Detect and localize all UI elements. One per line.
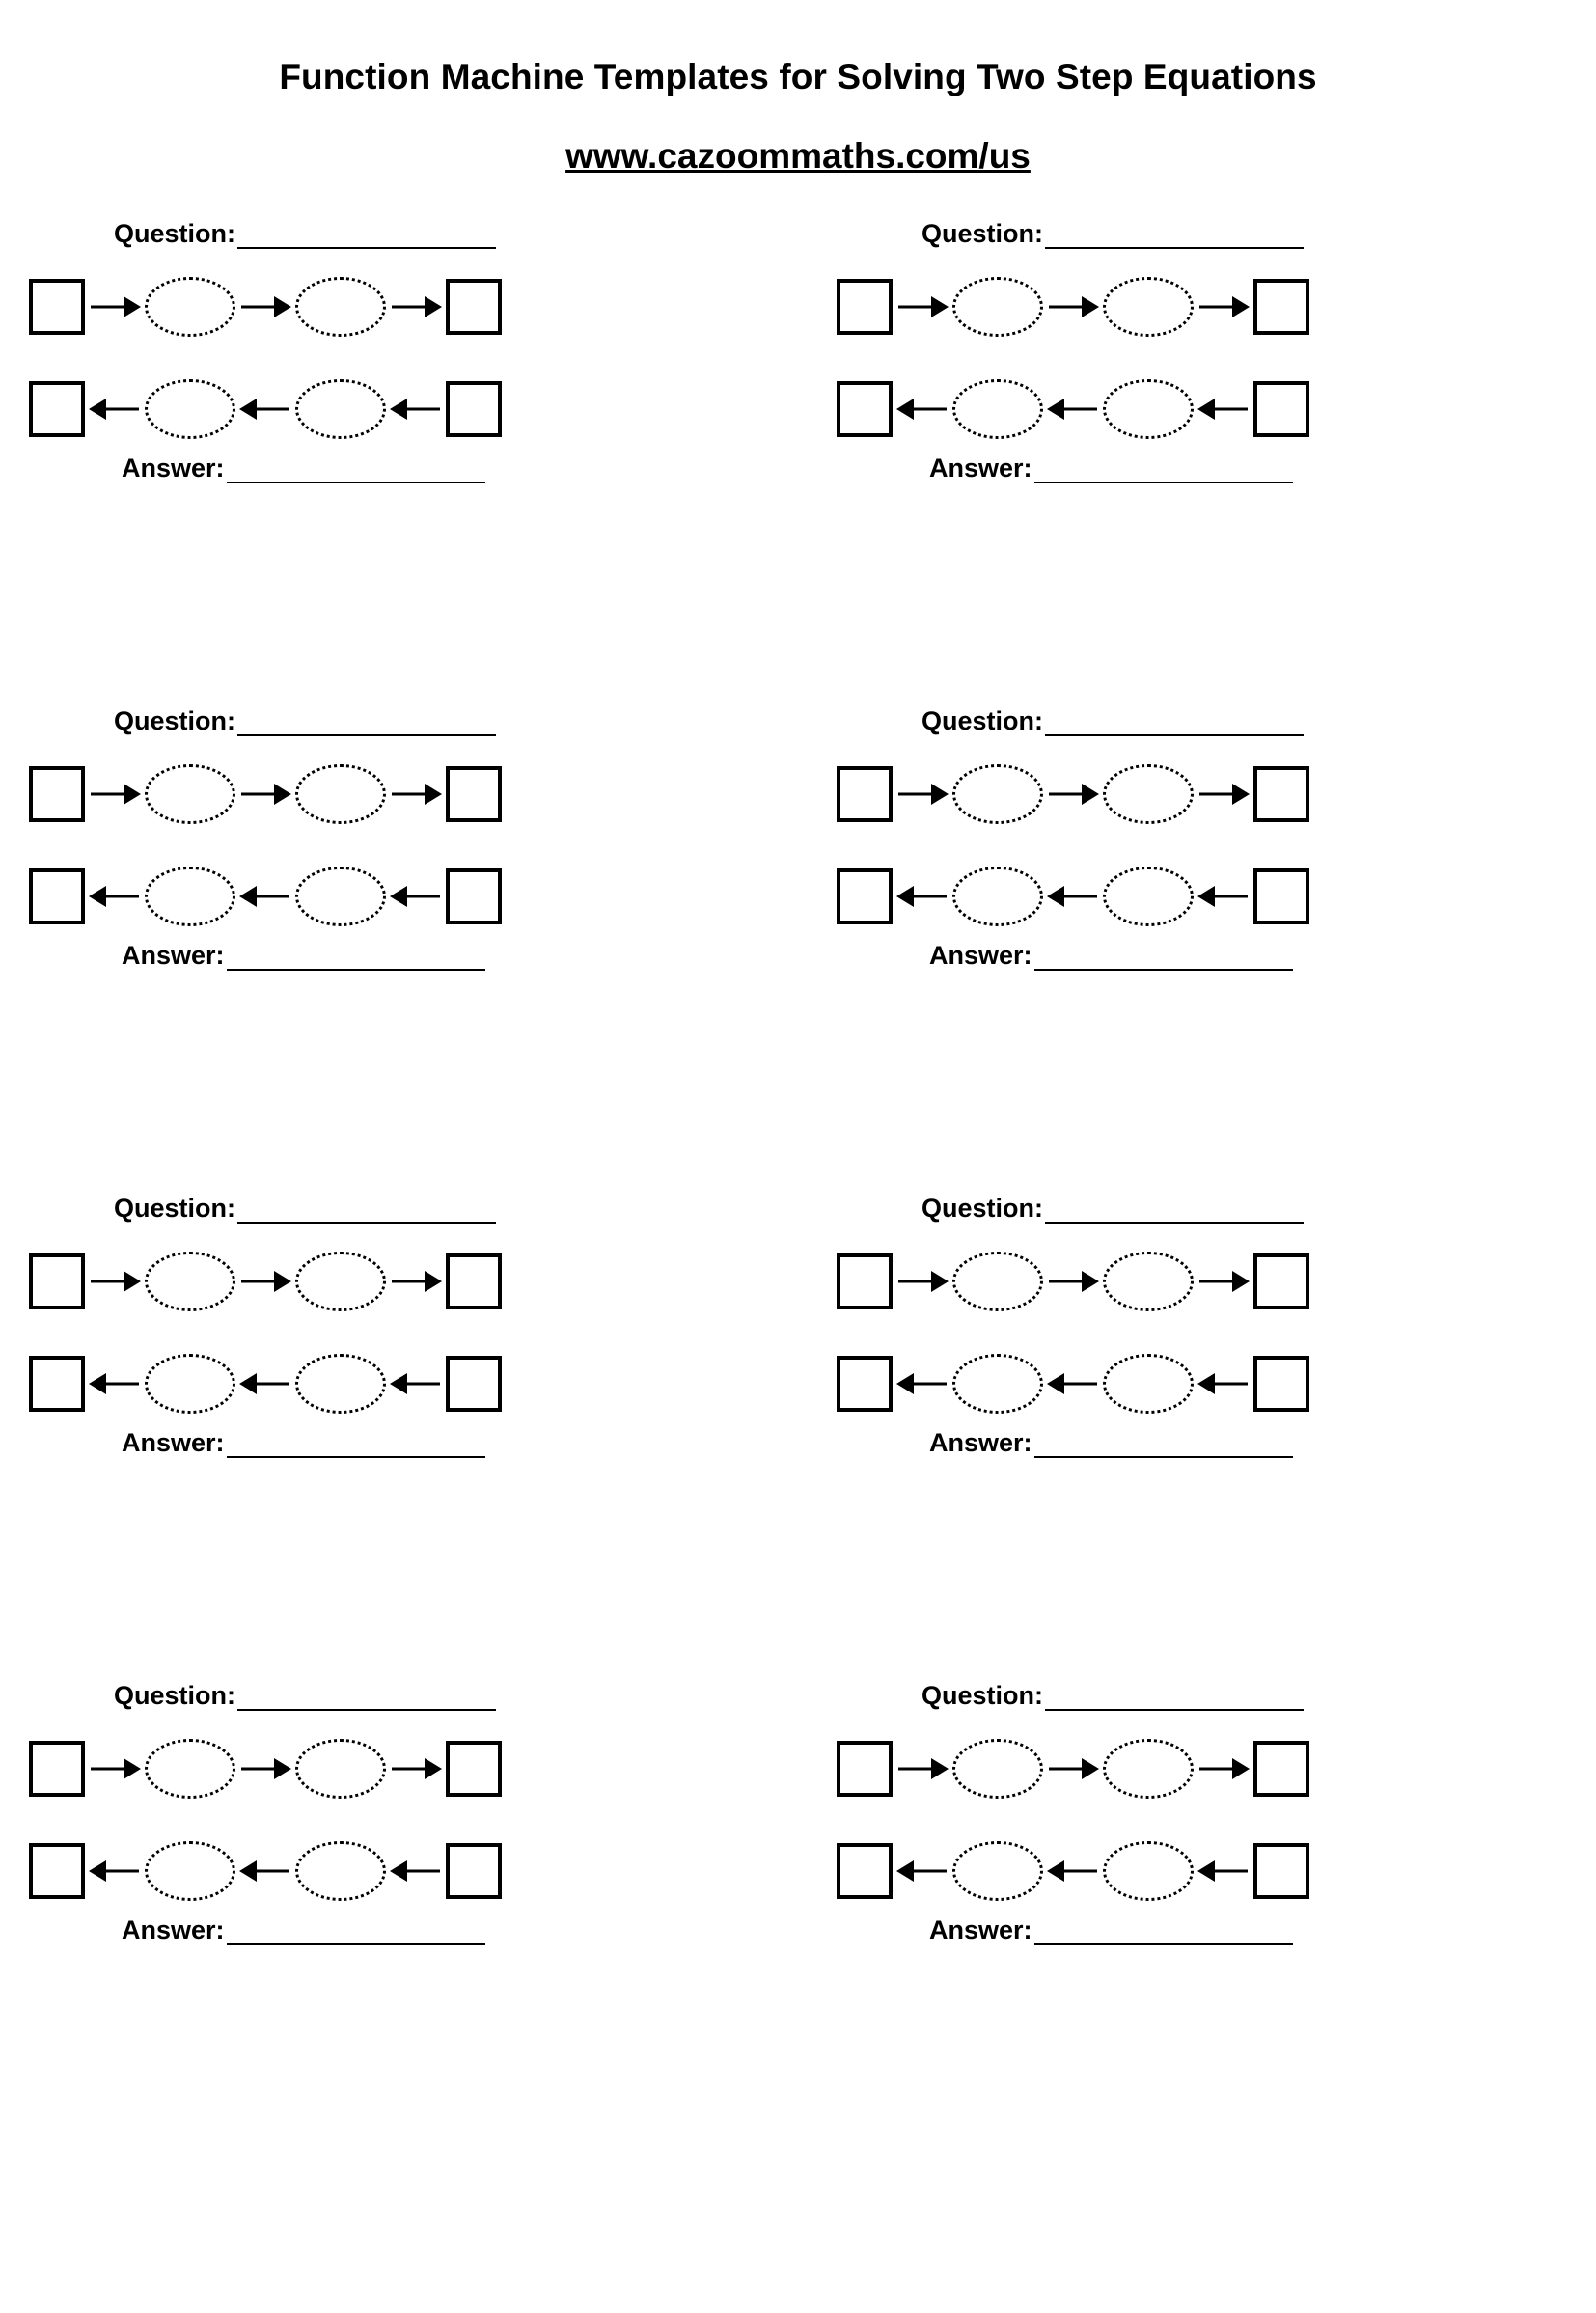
answer-blank-7[interactable] bbox=[227, 1922, 485, 1945]
operation-ellipse[interactable] bbox=[952, 277, 1043, 337]
operation-ellipse[interactable] bbox=[295, 1354, 386, 1414]
input-box[interactable] bbox=[1253, 381, 1309, 437]
website-url bbox=[0, 135, 1596, 178]
arrow-right-icon bbox=[1194, 1754, 1253, 1783]
input-box[interactable] bbox=[1253, 868, 1309, 924]
operation-ellipse[interactable] bbox=[295, 1841, 386, 1901]
templates-grid bbox=[0, 219, 1596, 2168]
arrow-left-icon bbox=[1043, 882, 1103, 911]
arrow-left-icon bbox=[386, 395, 446, 424]
question-label-row-4 bbox=[837, 706, 1596, 736]
reverse-machine-7 bbox=[29, 1827, 798, 1915]
output-box[interactable] bbox=[446, 279, 502, 335]
arrow-left-icon bbox=[386, 882, 446, 911]
answer-label-1: Answer: bbox=[122, 453, 225, 482]
forward-machine-6 bbox=[837, 1237, 1596, 1326]
operation-ellipse[interactable] bbox=[952, 379, 1043, 439]
reverse-machine-2 bbox=[837, 365, 1596, 454]
forward-machine-7 bbox=[29, 1724, 798, 1813]
answer-label-row-2 bbox=[837, 454, 1596, 483]
operation-ellipse[interactable] bbox=[145, 1739, 235, 1799]
arrow-left-icon bbox=[893, 1857, 952, 1886]
arrow-left-icon bbox=[893, 882, 952, 911]
question-label-row-3 bbox=[29, 706, 798, 736]
function-machine-template-3 bbox=[0, 706, 798, 1194]
answer-label-row-3 bbox=[29, 941, 798, 971]
arrow-right-icon bbox=[235, 292, 295, 321]
question-label-6: Question: bbox=[922, 1193, 1043, 1223]
function-machine-template-6 bbox=[798, 1194, 1596, 1681]
forward-machine-5 bbox=[29, 1237, 798, 1326]
input-box[interactable] bbox=[446, 868, 502, 924]
output-box[interactable] bbox=[29, 1356, 85, 1412]
function-machine-template-4 bbox=[798, 706, 1596, 1194]
operation-ellipse[interactable] bbox=[145, 1252, 235, 1311]
output-box[interactable] bbox=[446, 1253, 502, 1309]
input-box[interactable] bbox=[837, 766, 893, 822]
input-box[interactable] bbox=[1253, 1843, 1309, 1899]
question-label-row-8 bbox=[837, 1681, 1596, 1711]
question-label-row-6 bbox=[837, 1194, 1596, 1224]
forward-machine-2 bbox=[837, 262, 1596, 351]
question-blank-4[interactable] bbox=[1045, 713, 1304, 736]
reverse-machine-4 bbox=[837, 852, 1596, 941]
function-machine-template-2 bbox=[798, 219, 1596, 706]
question-blank-5[interactable] bbox=[237, 1200, 496, 1224]
operation-ellipse[interactable] bbox=[145, 1354, 235, 1414]
operation-ellipse[interactable] bbox=[1103, 867, 1194, 926]
arrow-right-icon bbox=[1194, 1267, 1253, 1296]
question-blank-3[interactable] bbox=[237, 713, 496, 736]
worksheet-page bbox=[0, 56, 1596, 2313]
question-label-row-2 bbox=[837, 219, 1596, 249]
arrow-right-icon bbox=[893, 292, 952, 321]
output-box[interactable] bbox=[29, 868, 85, 924]
question-blank-8[interactable] bbox=[1045, 1688, 1304, 1711]
function-machine-template-5 bbox=[0, 1194, 798, 1681]
arrow-left-icon bbox=[85, 1857, 145, 1886]
input-box[interactable] bbox=[837, 279, 893, 335]
question-label-7: Question: bbox=[114, 1680, 235, 1710]
answer-label-row-8 bbox=[837, 1915, 1596, 1945]
input-box[interactable] bbox=[837, 1253, 893, 1309]
output-box[interactable] bbox=[837, 868, 893, 924]
arrow-left-icon bbox=[235, 1369, 295, 1398]
answer-label-5: Answer: bbox=[122, 1427, 225, 1457]
answer-blank-6[interactable] bbox=[1034, 1435, 1293, 1458]
operation-ellipse[interactable] bbox=[952, 764, 1043, 824]
question-blank-1[interactable] bbox=[237, 226, 496, 249]
arrow-right-icon bbox=[1043, 1267, 1103, 1296]
arrow-right-icon bbox=[1043, 1754, 1103, 1783]
question-label-1: Question: bbox=[114, 218, 235, 248]
reverse-machine-1 bbox=[29, 365, 798, 454]
input-box[interactable] bbox=[446, 1843, 502, 1899]
output-box[interactable] bbox=[446, 766, 502, 822]
arrow-right-icon bbox=[85, 1754, 145, 1783]
output-box[interactable] bbox=[1253, 279, 1309, 335]
arrow-left-icon bbox=[1194, 1369, 1253, 1398]
arrow-right-icon bbox=[386, 780, 446, 809]
page-title: Function Machine Templates for Solving Two Step Equations bbox=[279, 57, 1317, 96]
answer-blank-1[interactable] bbox=[227, 460, 485, 483]
arrow-left-icon bbox=[386, 1857, 446, 1886]
operation-ellipse[interactable] bbox=[295, 1252, 386, 1311]
arrow-right-icon bbox=[235, 1267, 295, 1296]
arrow-right-icon bbox=[235, 780, 295, 809]
answer-label-3: Answer: bbox=[122, 940, 225, 970]
output-box[interactable] bbox=[446, 1741, 502, 1797]
operation-ellipse[interactable] bbox=[952, 1354, 1043, 1414]
question-label-3: Question: bbox=[114, 705, 235, 735]
function-machine-template-8 bbox=[798, 1681, 1596, 2168]
output-box[interactable] bbox=[837, 1843, 893, 1899]
operation-ellipse[interactable] bbox=[952, 1841, 1043, 1901]
forward-machine-3 bbox=[29, 750, 798, 839]
arrow-left-icon bbox=[386, 1369, 446, 1398]
question-blank-2[interactable] bbox=[1045, 226, 1304, 249]
arrow-right-icon bbox=[1194, 780, 1253, 809]
answer-blank-8[interactable] bbox=[1034, 1922, 1293, 1945]
answer-blank-4[interactable] bbox=[1034, 948, 1293, 971]
arrow-left-icon bbox=[893, 1369, 952, 1398]
arrow-right-icon bbox=[386, 1754, 446, 1783]
arrow-right-icon bbox=[235, 1754, 295, 1783]
function-machine-template-1 bbox=[0, 219, 798, 706]
arrow-left-icon bbox=[1194, 1857, 1253, 1886]
forward-machine-8 bbox=[837, 1724, 1596, 1813]
operation-ellipse[interactable] bbox=[1103, 379, 1194, 439]
input-box[interactable] bbox=[1253, 1356, 1309, 1412]
output-box[interactable] bbox=[29, 1843, 85, 1899]
answer-label-row-4 bbox=[837, 941, 1596, 971]
reverse-machine-3 bbox=[29, 852, 798, 941]
operation-ellipse[interactable] bbox=[1103, 764, 1194, 824]
answer-blank-3[interactable] bbox=[227, 948, 485, 971]
operation-ellipse[interactable] bbox=[952, 1252, 1043, 1311]
reverse-machine-5 bbox=[29, 1339, 798, 1428]
input-box[interactable] bbox=[446, 381, 502, 437]
output-box[interactable] bbox=[1253, 766, 1309, 822]
arrow-right-icon bbox=[85, 292, 145, 321]
operation-ellipse[interactable] bbox=[145, 277, 235, 337]
operation-ellipse[interactable] bbox=[145, 867, 235, 926]
arrow-left-icon bbox=[85, 1369, 145, 1398]
arrow-left-icon bbox=[235, 882, 295, 911]
arrow-left-icon bbox=[235, 1857, 295, 1886]
arrow-left-icon bbox=[1043, 1369, 1103, 1398]
operation-ellipse[interactable] bbox=[295, 277, 386, 337]
answer-label-row-6 bbox=[837, 1428, 1596, 1458]
forward-machine-1 bbox=[29, 262, 798, 351]
answer-label-row-5 bbox=[29, 1428, 798, 1458]
answer-label-8: Answer: bbox=[929, 1914, 1032, 1944]
input-box[interactable] bbox=[29, 279, 85, 335]
operation-ellipse[interactable] bbox=[145, 1841, 235, 1901]
arrow-left-icon bbox=[1194, 882, 1253, 911]
question-label-row-1 bbox=[29, 219, 798, 249]
operation-ellipse[interactable] bbox=[295, 764, 386, 824]
forward-machine-4 bbox=[837, 750, 1596, 839]
output-box[interactable] bbox=[1253, 1253, 1309, 1309]
question-blank-6[interactable] bbox=[1045, 1200, 1304, 1224]
arrow-right-icon bbox=[386, 1267, 446, 1296]
arrow-left-icon bbox=[1043, 395, 1103, 424]
arrow-right-icon bbox=[1043, 780, 1103, 809]
output-box[interactable] bbox=[1253, 1741, 1309, 1797]
arrow-right-icon bbox=[893, 1754, 952, 1783]
question-label-8: Question: bbox=[922, 1680, 1043, 1710]
operation-ellipse[interactable] bbox=[952, 867, 1043, 926]
question-label-row-7 bbox=[29, 1681, 798, 1711]
arrow-left-icon bbox=[1043, 1857, 1103, 1886]
operation-ellipse[interactable] bbox=[1103, 277, 1194, 337]
input-box[interactable] bbox=[29, 766, 85, 822]
answer-label-6: Answer: bbox=[929, 1427, 1032, 1457]
function-machine-template-7 bbox=[0, 1681, 798, 2168]
arrow-right-icon bbox=[85, 1267, 145, 1296]
answer-blank-2[interactable] bbox=[1034, 460, 1293, 483]
question-label-2: Question: bbox=[922, 218, 1043, 248]
arrow-left-icon bbox=[1194, 395, 1253, 424]
arrow-right-icon bbox=[893, 1267, 952, 1296]
operation-ellipse[interactable] bbox=[1103, 1841, 1194, 1901]
operation-ellipse[interactable] bbox=[1103, 1354, 1194, 1414]
answer-label-7: Answer: bbox=[122, 1914, 225, 1944]
answer-label-row-1 bbox=[29, 454, 798, 483]
reverse-machine-6 bbox=[837, 1339, 1596, 1428]
input-box[interactable] bbox=[837, 1741, 893, 1797]
answer-label-row-7 bbox=[29, 1915, 798, 1945]
output-box[interactable] bbox=[837, 1356, 893, 1412]
arrow-right-icon bbox=[893, 780, 952, 809]
operation-ellipse[interactable] bbox=[145, 764, 235, 824]
operation-ellipse[interactable] bbox=[952, 1739, 1043, 1799]
question-label-5: Question: bbox=[114, 1193, 235, 1223]
operation-ellipse[interactable] bbox=[1103, 1739, 1194, 1799]
output-box[interactable] bbox=[29, 381, 85, 437]
arrow-left-icon bbox=[235, 395, 295, 424]
operation-ellipse[interactable] bbox=[1103, 1252, 1194, 1311]
output-box[interactable] bbox=[837, 381, 893, 437]
operation-ellipse[interactable] bbox=[295, 379, 386, 439]
arrow-right-icon bbox=[1043, 292, 1103, 321]
arrow-left-icon bbox=[85, 395, 145, 424]
arrow-right-icon bbox=[85, 780, 145, 809]
answer-blank-5[interactable] bbox=[227, 1435, 485, 1458]
arrow-right-icon bbox=[386, 292, 446, 321]
input-box[interactable] bbox=[29, 1253, 85, 1309]
answer-label-4: Answer: bbox=[929, 940, 1032, 970]
arrow-right-icon bbox=[1194, 292, 1253, 321]
answer-label-2: Answer: bbox=[929, 453, 1032, 482]
question-blank-7[interactable] bbox=[237, 1688, 496, 1711]
operation-ellipse[interactable] bbox=[295, 867, 386, 926]
input-box[interactable] bbox=[29, 1741, 85, 1797]
operation-ellipse[interactable] bbox=[145, 379, 235, 439]
arrow-left-icon bbox=[85, 882, 145, 911]
question-label-4: Question: bbox=[922, 705, 1043, 735]
arrow-left-icon bbox=[893, 395, 952, 424]
website-url-text: www.cazoommaths.com/us bbox=[565, 136, 1031, 177]
input-box[interactable] bbox=[446, 1356, 502, 1412]
operation-ellipse[interactable] bbox=[295, 1739, 386, 1799]
question-label-row-5 bbox=[29, 1194, 798, 1224]
reverse-machine-8 bbox=[837, 1827, 1596, 1915]
